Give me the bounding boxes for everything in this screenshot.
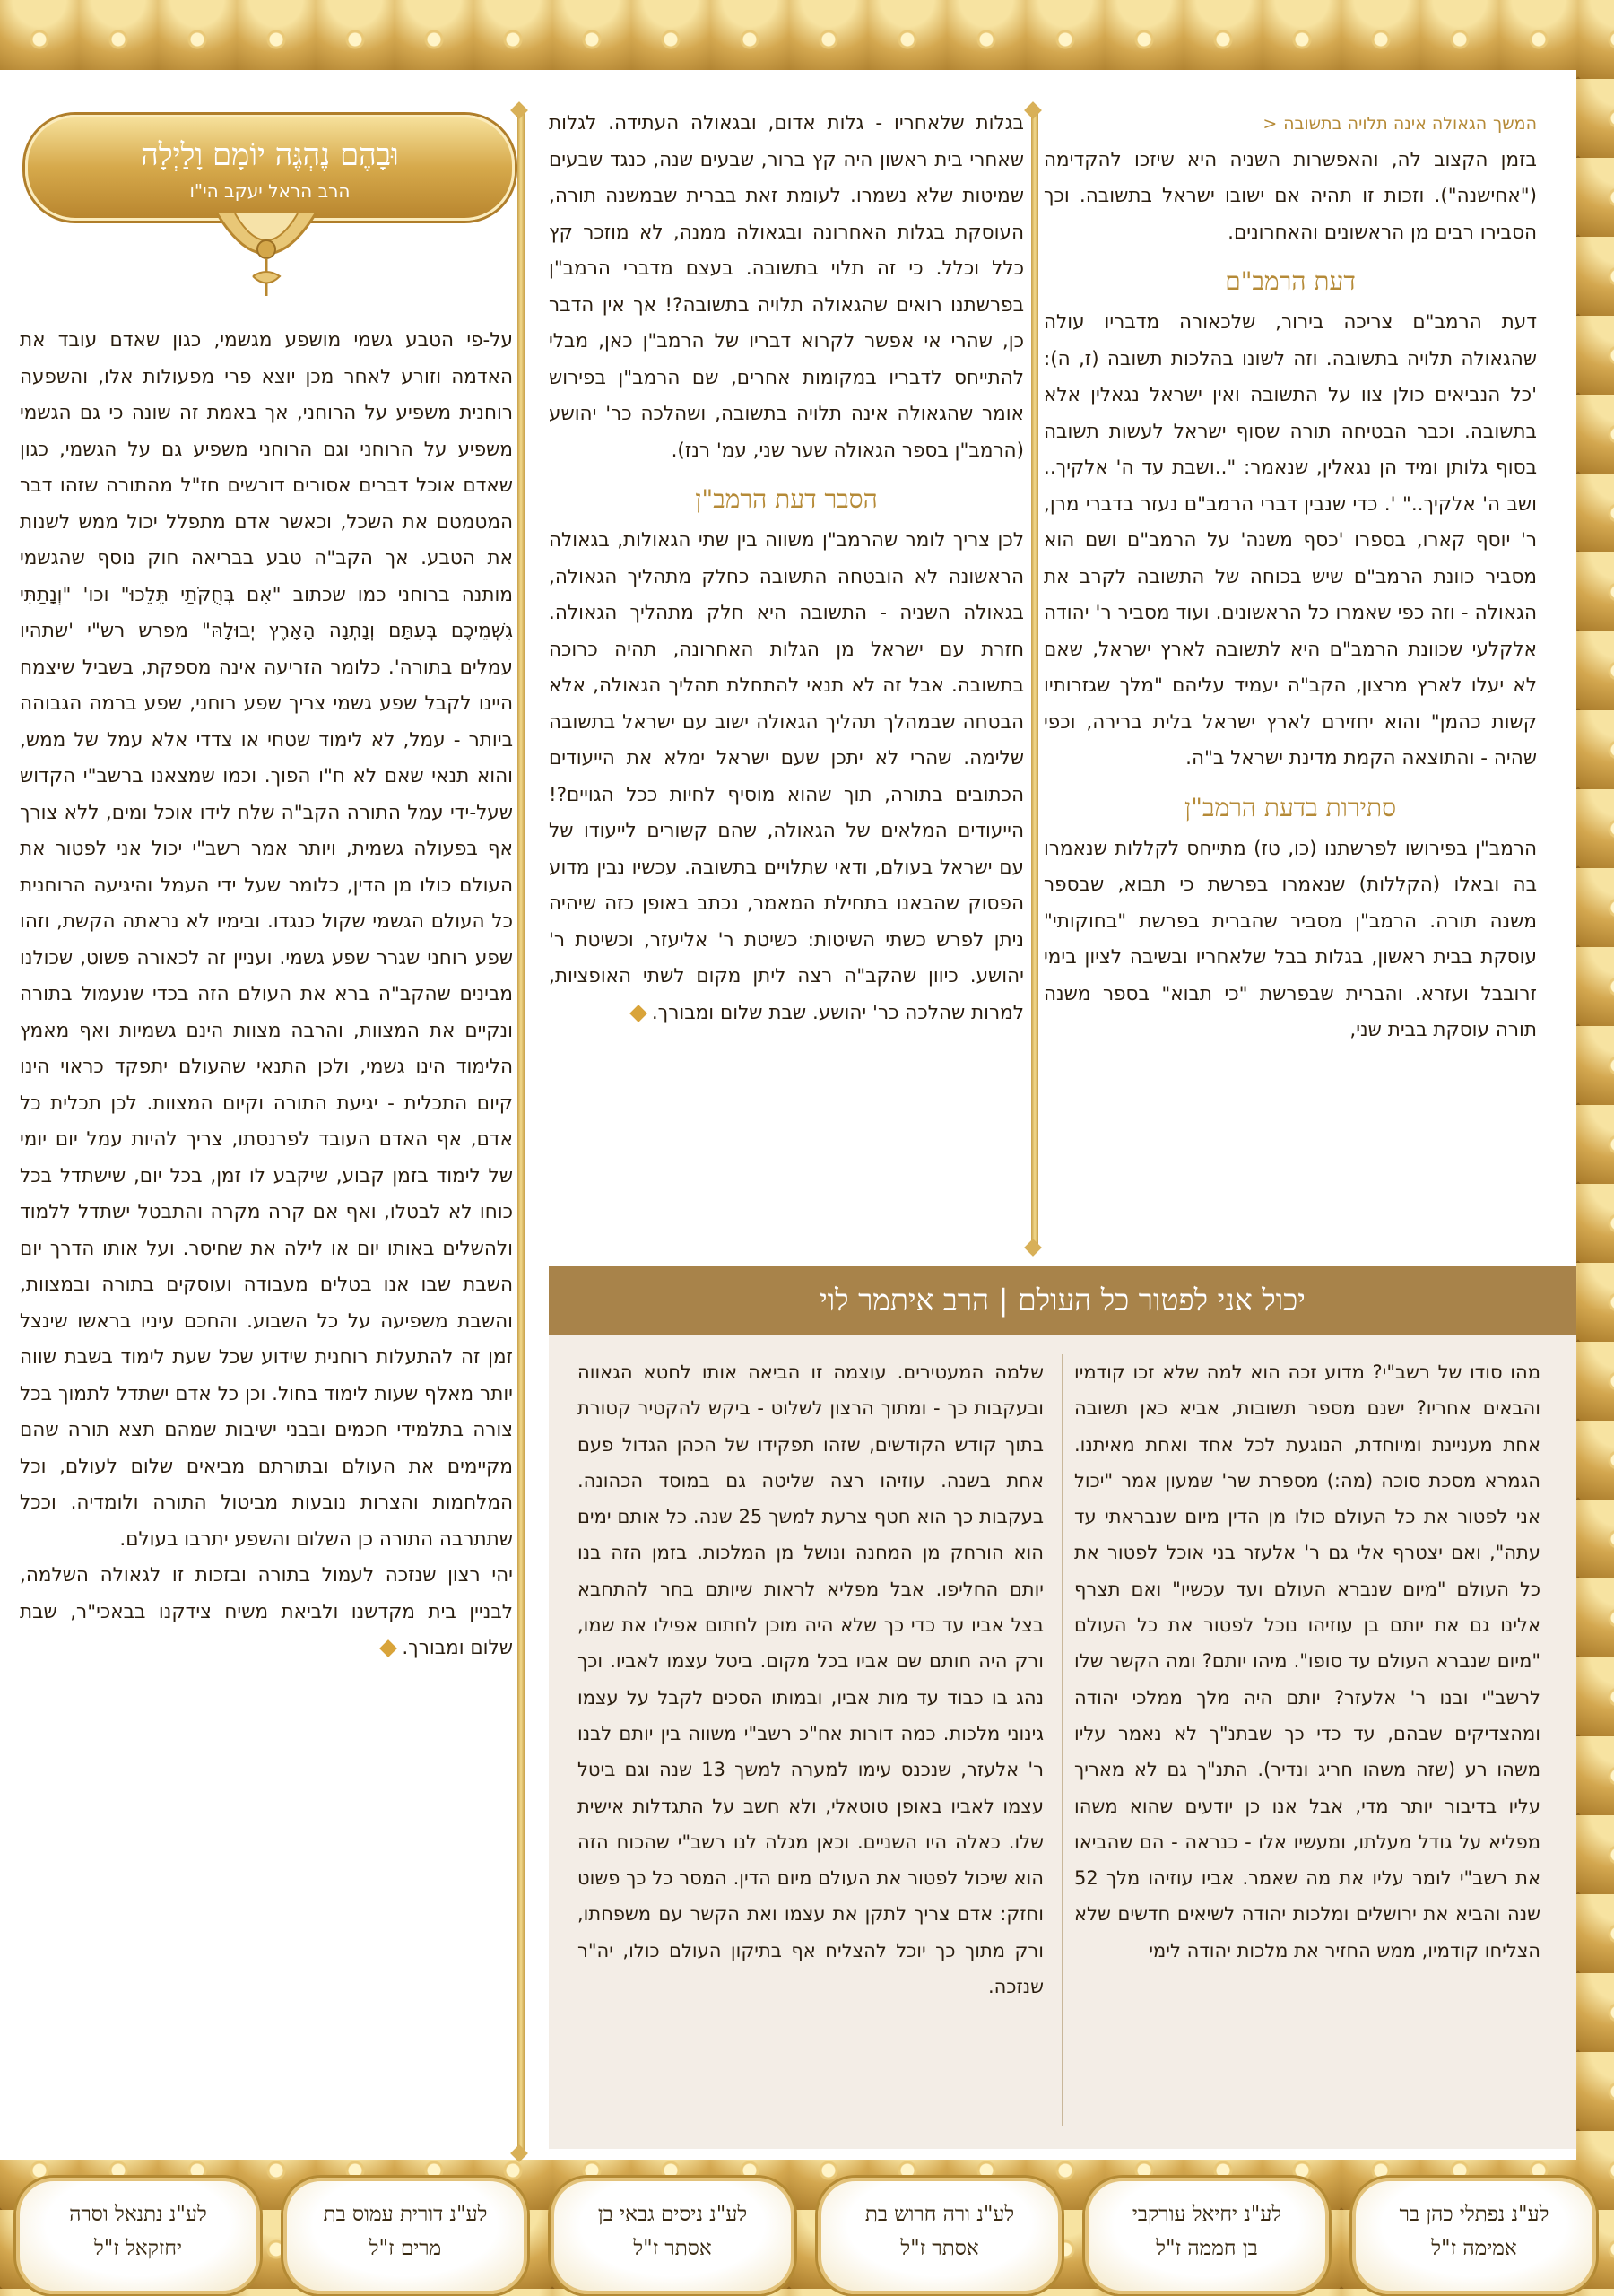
middle-column xyxy=(549,106,1024,1031)
column-divider-left xyxy=(517,109,525,2154)
middle-paragraph-2-text: לכן צריך לומר שהרמב"ן משווה בין שתי הגאולות, בגאולה הראשונה לא הובטחה התשובה כחלק מתהליך הגאולה, בגאולה השניה - התשובה היא חלק מתהליך הגאולה. חזרת עם ישראל מן הגלות האחרונה, תהיה כרוכה בתשובה. אבל זה לא תנאי להתחלת תהליך הגאולה, אלא הבטחה שבמהלך תהליך הגאולה ישוב עם ישראל בתשובה שלימה. שהרי לא יתכן שעם ישראל ימלא את הייעודים הכתובים בתורה, תוך שהוא מוסיף לחיות ככל הגויים?! הייעודים המלאים של הגאולה, שהם קשורים לייעודו של עם ישראל בעולם, ודאי שתלויים בתשובה. עכשיו נבין מדוע הפסוק שהבאנו בתחילת המאמר, נכתב באופן כזה שיהיה ניתן לפרש כשתי השיטות: כשיטת ר' אליעזר, וכשיטת ר' יהושע. כיוון שהקב"ה רצה ליתן מקום לשתי האופציות, למרות שהלכה כר' יהושע. שבת שלום ומבורך. xyxy=(549,529,1024,1024)
memorial-line-2: יחזקאל ז"ל xyxy=(94,2237,182,2260)
continued-title: הגאולה אינה תלויה בתשובה xyxy=(1283,114,1488,134)
memorial-line-1: לע"נ נפתלי כהן בר xyxy=(1399,2203,1549,2226)
memorial-line-1: לע"נ ורה חרוש בת xyxy=(864,2203,1015,2226)
left-column xyxy=(20,323,513,1667)
end-diamond-icon xyxy=(379,1639,397,1657)
end-diamond-icon xyxy=(629,1004,647,1022)
article-column-2: שלמה המעטירים. עוצמה זו הביאה אותו לחטא הגאווה ובעקבות כך - ומתוך הרצון לשלוט - ביקש להקטיר קטורת בתוך קודש הקודשים, שזהו תפקידו של הכהן הגדול פעם אחת בשנה. עוזיהו רצה שליטה גם במוסד הכהונה. בעקבות כך הוא חטף צרעת למשך 25 שנה. כל אותם ימים הוא הורחק מן המחנה ונושל מן המלכות. בזמן הזה בנו יותם החליפו. אבל מפליא לראות שיותם בחר להתחבא בצל אביו עד כדי כך שלא היה מוכן לחתום אפילו את שמו, ורק היה חותם שם אביו בכל מקום. ביטל עצמו לאביו. וכך נהג בו כבוד עד מות אביו, ובמותו הסכים לקבל על עצמו גינוני מלכות. כמה דורות אח"כ רשב"י משווה בין יותם לבנו ר' אלעזר, שנכנס עימו למערה למשך 13 שנה וגם ביטל עצמו לאביו באופן טוטאלי, ולא חשב על התגדלות אישית שלו. כאלה היו השניים. וכאן מגלה לנו רשב"י שהכוח הזה הוא שיכול לפטור את העולם מיום הדין. המסר כל כך פשוט וחזק: אדם צריך לתקן את עצמו ואת הקשר עם משפחתו, ורק מתוך כך יוכל להצליח אף בתיקון העולם כולו, יה"ר שנזכה. xyxy=(577,1361,1045,1998)
right-paragraph-3: הרמב"ן בפירושו לפרשתנו (כו, טז) מתייחס לקללות שנאמרו בה ובאלו (הקללות) שנאמרו בפרשת כי תבוא, שבספר משנה תורה. הרמב"ן מסביר שהברית בפרשת "בחוקותי" עוסקת בבית ראשון, בגלות בבל שלאחריו ובשיבה לציון בימי זרובבל ועזרא. והברית שבפרשת "כי תבוא" בספר משנה תורה עוסקת בבית שני, xyxy=(1044,837,1537,1041)
article-header-band xyxy=(549,1266,1576,1335)
right-column xyxy=(1044,106,1537,1049)
left-paragraph-1: על-פי הטבע גשמי מושפע מגשמי, כגון שאדם עובד את האדמה וזורע לאחר מכן יוצא פרי מפעולות אלו, והשפעה רוחנית משפיע על הרוחני, אך באמת זה שונה כי גם הגשמי משפיע על הרוחני וגם הרוחני משפיע גם על הגשמי, כגון שאדם אוכל דברים אסורים דורשים חז"ל מהתורה שזהו דבר המטמטם את השכל, וכאשר אדם מתפלל יכול ממש לשנות את הטבע. אך הקב"ה טבע בבריאה חוק נוסף שהגשמי מותנה ברוחני כמו שכתוב "אִם בְּחֻקֹּתַי תֵּלֵכוּ" וכו' "וְנָתַתִּי גִשְׁמֵיכֶם בְּעִתָּם וְנָתְנָה הָאָרֶץ יְבוּלָהּ" מפרש רש"י 'שתהיו עמלים בתורה'. כלומר הזריעה אינה מספקת, בשביל שיצמח היינו לקבל שפע גשמי צריך שפע רוחני, שפע ברמה הגבוהה ביותר - עמל, לא לימוד שטחי או צדדי אלא עמל של ממש, והוא תנאי שאם לא ח"ו הפוך. וכמו שמצאנו ברשב"י הקדוש שעל-ידי עמל התורה הקב"ה שלח לידו אוכל ומים, ללא צורך אף בפעולה גשמית, ויותר אמר רשב"י יכול אני לפטור את העולם כולו מן הדין, כלומר שעל ידי העמל והיגיעה הרוחנית כל העולם הגשמי שקול כנגדו. ובימיו לא נראתה הקשת, וזהו שפע רוחני שגרר שפע גשמי. ועניין זה לכאורה פשוט, שכולנו מבינים שהקב"ה ברא את העולם הזה בכדי שנעמול בתורה ונקיים את המצוות, והרבה מצוות הינם גשמיות ואף מאמץ הלימוד הינו גשמי, ולכן התנאי שהעולם יתפקד כראוי הינו קיום התכלית - יגיעת התורה וקיום המצוות. לכן תכלית כל אדם, אף האדם העובד לפרנסתו, צריך להיות עמל יום יומי של לימוד בזמן קבוע, שיקבע לו זמן, בכל יום, שישתדל בכל כוחו לא לבטלו, ואף אם קרה מקרה והתבטל ישתדל ללמוד ולהשלים באותו יום או לילה את שחיסר. ועל אותו הדרך יום השבת שבו אנו בטלים מעבודה ועוסקים בתורה ובמצוות, והשבת משפיעה על כל השבוע. והחכם עיניו בראשו שינצל זמן זה להתעלות רוחנית שידוע שכל שעת לימוד בשבת שווה יותר מאלף שעות לימוד בחול. וכן כל אדם ישתדל לתמוך בכל צורה בתלמידי חכמים ובבני ישיבות שמהם תצא תורה שהם מקיימים את העולם ובתורתם מביאים שלום לעולם, וכל המלחמות והצרות נובעות מביטול התורה ולומדיה. וככל שתתרבה התורה כן השלום והשפע יתרבו בעולם. xyxy=(20,329,513,1551)
article-header-title: יכול אני לפטור כל העולם | הרב איתמר לוי xyxy=(820,1283,1306,1318)
column-title: וּבָהֶם נֶהְגֶּה יוֹמָם וָלַיְלָה xyxy=(141,137,399,173)
memorial-line-2: אסתר ז"ל xyxy=(633,2237,712,2260)
memorial-line-1: לע"נ ניסים גבאי בן xyxy=(597,2203,748,2226)
subheading-ramban-contradictions: סתירות בדעת הרמב"ן xyxy=(1184,792,1396,822)
memorial-plaques-row xyxy=(0,2170,1614,2287)
left-paragraph-2-text: יהי רצון שנזכה לעמול בתורה ובזכות זו לגאולה השלמה, לבניין בית מקדשנו ולביאת משיח צידקנו בבאכי"ר, שבת שלום ומבורך. xyxy=(20,1564,513,1659)
memorial-line-1: לע"נ יחיאל עורקבי xyxy=(1132,2203,1282,2226)
article-column-divider xyxy=(1062,1354,1063,2126)
title-cartouche xyxy=(25,115,515,221)
memorial-plaque xyxy=(551,2178,794,2294)
left-paragraph-2 xyxy=(20,1558,513,1667)
column-author: הרב הראל יעקב הי"ו xyxy=(189,180,351,202)
continued-label: המשך xyxy=(1493,114,1537,134)
filigree-ornament-icon xyxy=(208,213,325,303)
right-paragraph-2: דעת הרמב"ם צריכה בירור, שלכאורה מדבריו עולה שהגאולה תלויה בתשובה. וזה לשונו בהלכות תשובה (ז, ה): 'כל הנביאים כולן צוו על התשובה ואין ישראל נגאלין אלא בתשובה. וכבר הבטיחה תורה שסוף ישראל לעשות תשובה בסוף גלותן ומיד הן נגאלין, שנאמר: "..ושבת עד ה' אלקיך.. ושב ה' אלקיך.." '. כדי שנבין דברי הרמב"ם נעזר בדברי מרן, ר' יוסף קארו, בספרו 'כסף משנה' על הרמב"ם ושם הוא מסביר כוונת הרמב"ם שיש בכוחה של התשובה לקרב את הגאולה - וזה כפי שאמרו כל הראשונים. ועוד מסביר ר' יהודה אלקלעי שכוונת הרמב"ם היא לתשובה לארץ ישראל, שאם לא יעלו לארץ מרצון, הקב"ה יעמיד עליהם "מלך שגזרותיו קשות כהמן" והוא יחזירם לארץ ישראל בלית ברירה, וכפי שהיה - והתוצאה הקמת מדינת ישראל ב"ה. xyxy=(1044,311,1537,770)
memorial-line-2: אמימה ז"ל xyxy=(1431,2237,1517,2260)
memorial-plaque xyxy=(818,2178,1062,2294)
memorial-plaque xyxy=(16,2178,260,2294)
continued-line xyxy=(1044,106,1537,143)
article-column-1: מהו סודו של רשב"י? מדוע זכה הוא למה שלא זכו קודמיו והבאים אחריו? ישנם מספר תשובות, אביא כאן תשובה אחת מעניינת ומיוחדת, הנוגעת לכל אחד ואחת מאיתנו. הגמרא מסכת סוכה (מה:) מספרת שר' שמעון אמר "יכול אני לפטור את כל העולם כולו מן הדין מיום שנבראתי עד עתה", ואם יצטרף אלי גם ר' אלעזר בני אוכל לפטור את כל העולם "מיום שנברא העולם ועד עכשיו" ואם תצרף אלינו גם את יותם בן עוזיהו נוכל לפטור את כל העולם "מיום שנברא העולם עד סופו". מיהו יותם? ומה הקשר שלו לרשב"י ובנו ר' אלעזר? יותם היה מלך ממלכי יהודה ומהצדיקים שבהם, עד כדי כך שבתנ"ך לא נאמר עליו משהו רע (שזה משהו חריג ונדיר). התנ"ך גם לא מאריך עליו בדיבור יותר מדי, אבל אנו כן יודעים שהוא משהו מפליא על גודל מעלתו, ומעשיו אלו - כנראה - הם שהביאו את רשב"י לומר עליו את מה שאמר. אביו עוזיהו מלך 52 שנה והביא את ירושלים ומלכות יהודה לשיאים חדשים שלא הצליחו קודמיו, ממש החזיר את מלכות יהודה לימי xyxy=(1074,1361,1540,1961)
memorial-line-2: אסתר ז"ל xyxy=(900,2237,979,2260)
article-box xyxy=(549,1335,1576,2149)
memorial-plaque xyxy=(283,2178,527,2294)
memorial-line-2: בן חממה ז"ל xyxy=(1156,2237,1258,2260)
chevron-left-icon: < xyxy=(1263,114,1278,134)
memorial-line-1: לע"נ נתנאל וסרה xyxy=(69,2203,207,2226)
middle-paragraph-1: בגלות שלאחריו - גלות אדום, ובגאולה העתידה. לגלות שאחרי בית ראשון היה קץ ברור, שבעים שנה, כנגד שבעים שמיטות שלא נשמרו. לעומת זאת בברית שבמשנה תורה, העוסקת בגלות האחרונה ובגאולה ממנה, לא מוזכר קץ כלל וכלל. כי זה תלוי בתשובה. בעצם מדברי הרמב"ן בפרשתנו רואים שהגאולה תלויה בתשובה?! אך אין הדבר כן, שהרי אי אפשר לקרוא דבריו של הרמב"ן כאן, מבלי להתייחס לדבריו במקומות אחרים, שם הרמב"ן בפירוש אומר שהגאולה אינה תלויה בתשובה, ושהלכה כר' יהושע (הרמב"ן בספר הגאולה שער שני, עמ' רנז). xyxy=(549,112,1024,462)
memorial-plaque xyxy=(1085,2178,1329,2294)
middle-paragraph-2 xyxy=(549,523,1024,1031)
column-divider-right xyxy=(1031,109,1038,1248)
right-paragraph-1: בזמן הקצוב לה, והאפשרות השניה היא שיזכו להקדימה ("אחישנה"). וזכות זו תהיה אם ישובו ישראל בתשובה. וכך הסבירו רבים מן הראשונים והאחרונים. xyxy=(1044,148,1537,244)
subheading-rambam: דעת הרמב"ם xyxy=(1225,266,1356,296)
subheading-ramban-explanation: הסבר דעת הרמב"ן xyxy=(695,484,878,514)
memorial-line-1: לע"נ דורית עמוס בת xyxy=(323,2203,488,2226)
memorial-line-2: מרים ז"ל xyxy=(369,2237,442,2260)
memorial-plaque xyxy=(1352,2178,1596,2294)
